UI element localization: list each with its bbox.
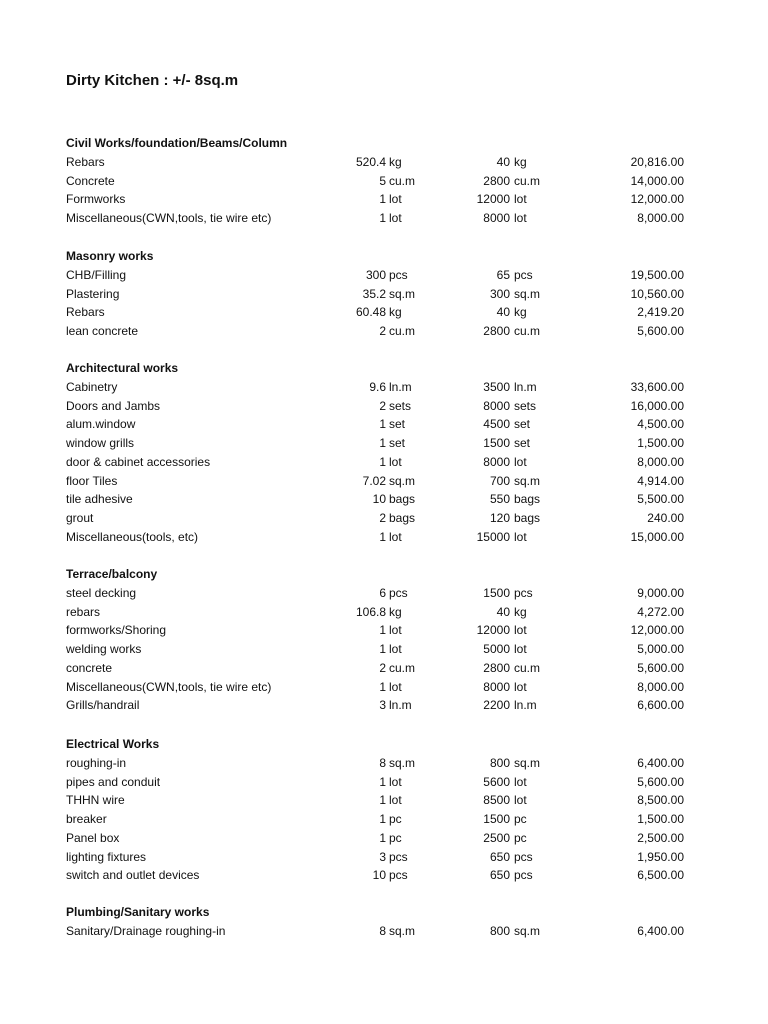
item-quantity: 1 bbox=[379, 623, 386, 638]
unit-cost-unit: bags bbox=[514, 511, 541, 525]
item-quantity: 9.6 bbox=[369, 379, 386, 394]
table-row bbox=[0, 584, 768, 603]
unit-cost: 3500 bbox=[483, 379, 510, 394]
item-description: Concrete bbox=[66, 173, 115, 188]
item-amount: 1,500.00 bbox=[637, 812, 684, 826]
unit-cost: 4500 bbox=[483, 417, 510, 432]
item-description: CHB/Filling bbox=[66, 267, 127, 282]
unit-cost-unit: cu.m bbox=[514, 324, 541, 338]
item-amount: 5,600.00 bbox=[637, 324, 684, 338]
unit-cost-unit: kg bbox=[514, 154, 527, 169]
item-quantity: 3 bbox=[379, 849, 386, 864]
unit-cost-unit: cu.m bbox=[514, 660, 541, 675]
unit-cost-unit: bags bbox=[514, 492, 541, 507]
item-description: tile adhesive bbox=[66, 492, 133, 507]
table-row bbox=[0, 678, 768, 697]
item-unit: bags bbox=[389, 492, 416, 507]
unit-cost: 300 bbox=[489, 286, 510, 301]
item-description: lean concrete bbox=[66, 324, 139, 338]
item-quantity: 1 bbox=[379, 812, 386, 826]
unit-cost: 8000 bbox=[483, 398, 510, 413]
item-description: Panel box bbox=[66, 830, 120, 845]
unit-cost: 1500 bbox=[483, 812, 510, 826]
unit-cost: 120 bbox=[489, 511, 510, 525]
item-unit: lot bbox=[389, 529, 402, 544]
item-amount: 6,500.00 bbox=[637, 868, 684, 883]
unit-cost: 550 bbox=[489, 492, 510, 507]
item-description: Doors and Jambs bbox=[66, 398, 161, 413]
item-quantity: 1 bbox=[379, 436, 386, 450]
unit-cost: 5600 bbox=[483, 774, 510, 789]
item-unit: pc bbox=[389, 830, 402, 845]
unit-cost-unit: set bbox=[514, 417, 531, 432]
item-amount: 14,000.00 bbox=[630, 173, 684, 188]
section-heading: Terrace/balcony bbox=[66, 567, 158, 581]
unit-cost: 800 bbox=[489, 755, 510, 770]
item-unit: pc bbox=[389, 812, 402, 826]
item-unit: set bbox=[389, 436, 406, 450]
unit-cost: 800 bbox=[489, 923, 510, 938]
unit-cost-unit: sq.m bbox=[514, 923, 541, 938]
unit-cost: 2200 bbox=[483, 698, 510, 713]
unit-cost-unit: pcs bbox=[514, 849, 533, 864]
unit-cost: 8000 bbox=[483, 211, 510, 225]
unit-cost-unit: lot bbox=[514, 642, 527, 656]
item-amount: 1,950.00 bbox=[637, 849, 684, 864]
item-unit: bags bbox=[389, 511, 416, 525]
item-amount: 15,000.00 bbox=[630, 529, 684, 544]
unit-cost: 40 bbox=[496, 604, 510, 619]
unit-cost-unit: pcs bbox=[514, 585, 533, 600]
item-description: window grills bbox=[66, 436, 135, 450]
table-row bbox=[0, 773, 768, 792]
item-description: Cabinetry bbox=[66, 379, 118, 394]
item-description: rebars bbox=[66, 604, 101, 619]
item-quantity: 2 bbox=[379, 511, 386, 525]
item-quantity: 7.02 bbox=[362, 473, 386, 488]
item-quantity: 2 bbox=[379, 324, 386, 338]
unit-cost: 65 bbox=[496, 267, 510, 282]
item-unit: cu.m bbox=[389, 324, 416, 338]
table-row bbox=[0, 303, 768, 322]
item-unit: kg bbox=[389, 154, 402, 169]
item-unit: ln.m bbox=[389, 698, 412, 713]
unit-cost-unit: lot bbox=[514, 793, 527, 808]
item-amount: 19,500.00 bbox=[630, 267, 684, 282]
item-description: alum.window bbox=[66, 417, 136, 432]
unit-cost: 650 bbox=[489, 849, 510, 864]
item-amount: 33,600.00 bbox=[630, 379, 684, 394]
item-amount: 6,400.00 bbox=[637, 923, 684, 938]
table-row bbox=[0, 190, 768, 209]
item-amount: 2,419.20 bbox=[637, 305, 684, 320]
item-quantity: 2 bbox=[379, 660, 386, 675]
item-unit: lot bbox=[389, 793, 402, 808]
item-description: lighting fixtures bbox=[66, 849, 147, 864]
item-description: Formworks bbox=[66, 192, 126, 207]
unit-cost-unit: pc bbox=[514, 830, 527, 845]
item-description: Miscellaneous(CWN,tools, tie wire etc) bbox=[66, 211, 272, 225]
item-amount: 8,000.00 bbox=[637, 211, 684, 225]
unit-cost-unit: lot bbox=[514, 529, 527, 544]
unit-cost-unit: sq.m bbox=[514, 755, 541, 770]
unit-cost: 2800 bbox=[483, 660, 510, 675]
item-quantity: 1 bbox=[379, 417, 386, 432]
item-unit: lot bbox=[389, 623, 402, 638]
unit-cost: 8500 bbox=[483, 793, 510, 808]
unit-cost: 650 bbox=[489, 868, 510, 883]
item-description: THHN wire bbox=[66, 793, 125, 808]
item-description: welding works bbox=[66, 642, 142, 656]
item-amount: 20,816.00 bbox=[630, 154, 684, 169]
item-unit: kg bbox=[389, 305, 402, 320]
item-quantity: 1 bbox=[379, 830, 386, 845]
item-amount: 1,500.00 bbox=[637, 436, 684, 450]
item-amount: 9,000.00 bbox=[637, 585, 684, 600]
item-amount: 5,000.00 bbox=[637, 642, 684, 656]
item-unit: sq.m bbox=[389, 923, 416, 938]
unit-cost-unit: kg bbox=[514, 604, 527, 619]
item-amount: 4,500.00 bbox=[637, 417, 684, 432]
item-amount: 5,500.00 bbox=[637, 492, 684, 507]
item-unit: pcs bbox=[389, 267, 408, 282]
item-unit: lot bbox=[389, 679, 402, 694]
item-unit: lot bbox=[389, 211, 402, 225]
unit-cost-unit: lot bbox=[514, 679, 527, 694]
item-amount: 240.00 bbox=[647, 511, 684, 525]
item-description: steel decking bbox=[66, 585, 137, 600]
section-heading: Plumbing/Sanitary works bbox=[66, 905, 210, 919]
item-unit: set bbox=[389, 417, 406, 432]
item-quantity: 520.4 bbox=[355, 154, 386, 169]
table-row bbox=[0, 922, 768, 941]
item-unit: pcs bbox=[389, 585, 408, 600]
unit-cost: 15000 bbox=[476, 529, 510, 544]
table-row bbox=[0, 603, 768, 622]
unit-cost-unit: sq.m bbox=[514, 473, 541, 488]
item-description: grout bbox=[66, 511, 94, 525]
item-unit: sq.m bbox=[389, 755, 416, 770]
item-description: Plastering bbox=[66, 286, 120, 301]
item-unit: sq.m bbox=[389, 473, 416, 488]
item-amount: 5,600.00 bbox=[637, 774, 684, 789]
unit-cost-unit: lot bbox=[514, 454, 527, 469]
table-row bbox=[0, 397, 768, 416]
item-description: Rebars bbox=[66, 154, 105, 169]
section-heading: Architectural works bbox=[66, 361, 179, 375]
item-quantity: 1 bbox=[379, 192, 386, 207]
unit-cost-unit: pcs bbox=[514, 267, 533, 282]
unit-cost: 5000 bbox=[483, 642, 510, 656]
unit-cost-unit: set bbox=[514, 436, 531, 450]
item-amount: 4,272.00 bbox=[637, 604, 684, 619]
item-description: switch and outlet devices bbox=[66, 868, 200, 883]
item-amount: 8,500.00 bbox=[637, 793, 684, 808]
item-amount: 4,914.00 bbox=[637, 473, 684, 488]
table-row bbox=[0, 509, 768, 528]
item-description: concrete bbox=[66, 660, 113, 675]
item-unit: lot bbox=[389, 454, 402, 469]
table-row bbox=[0, 829, 768, 848]
item-amount: 6,400.00 bbox=[637, 755, 684, 770]
table-row bbox=[0, 472, 768, 491]
table-row bbox=[0, 640, 768, 659]
item-quantity: 35.2 bbox=[362, 286, 386, 301]
unit-cost: 40 bbox=[496, 305, 510, 320]
item-amount: 6,600.00 bbox=[637, 698, 684, 713]
unit-cost: 12000 bbox=[476, 623, 510, 638]
table-row bbox=[0, 415, 768, 434]
section-heading: Masonry works bbox=[66, 249, 154, 263]
item-quantity: 1 bbox=[379, 679, 386, 694]
item-amount: 2,500.00 bbox=[637, 830, 684, 845]
table-row bbox=[0, 322, 768, 341]
table-row bbox=[0, 285, 768, 304]
item-unit: pcs bbox=[389, 849, 408, 864]
unit-cost: 12000 bbox=[476, 192, 510, 207]
item-description: Grills/handrail bbox=[66, 698, 140, 713]
item-amount: 16,000.00 bbox=[630, 398, 684, 413]
item-quantity: 6 bbox=[379, 585, 386, 600]
unit-cost-unit: kg bbox=[514, 305, 527, 320]
table-row bbox=[0, 659, 768, 678]
item-description: Sanitary/Drainage roughing-in bbox=[66, 923, 226, 938]
unit-cost-unit: ln.m bbox=[514, 379, 537, 394]
item-quantity: 8 bbox=[379, 923, 386, 938]
item-amount: 10,560.00 bbox=[630, 286, 684, 301]
item-unit: lot bbox=[389, 192, 402, 207]
unit-cost: 8000 bbox=[483, 454, 510, 469]
item-quantity: 5 bbox=[379, 173, 386, 188]
unit-cost: 40 bbox=[496, 154, 510, 169]
page-title: Dirty Kitchen : +/- 8sq.m bbox=[66, 72, 239, 89]
unit-cost: 1500 bbox=[483, 436, 510, 450]
table-row bbox=[0, 791, 768, 810]
table-row bbox=[0, 810, 768, 829]
item-unit: lot bbox=[389, 642, 402, 656]
item-quantity: 106.8 bbox=[355, 604, 386, 619]
item-quantity: 1 bbox=[379, 211, 386, 225]
table-row bbox=[0, 528, 768, 547]
table-row bbox=[0, 754, 768, 773]
item-unit: cu.m bbox=[389, 660, 416, 675]
unit-cost-unit: lot bbox=[514, 774, 527, 789]
item-unit: lot bbox=[389, 774, 402, 789]
table-row bbox=[0, 378, 768, 397]
table-row bbox=[0, 866, 768, 885]
item-amount: 12,000.00 bbox=[630, 192, 684, 207]
table-row bbox=[0, 209, 768, 228]
item-unit: cu.m bbox=[389, 173, 416, 188]
item-amount: 8,000.00 bbox=[637, 679, 684, 694]
item-quantity: 3 bbox=[379, 698, 386, 713]
item-quantity: 1 bbox=[379, 454, 386, 469]
item-amount: 8,000.00 bbox=[637, 454, 684, 469]
item-description: Miscellaneous(CWN,tools, tie wire etc) bbox=[66, 679, 272, 694]
table-row bbox=[0, 490, 768, 509]
table-row bbox=[0, 434, 768, 453]
item-amount: 12,000.00 bbox=[630, 623, 684, 638]
table-row bbox=[0, 172, 768, 191]
item-quantity: 2 bbox=[379, 398, 386, 413]
section-heading: Electrical Works bbox=[66, 737, 160, 751]
table-row bbox=[0, 266, 768, 285]
table-row bbox=[0, 453, 768, 472]
item-description: breaker bbox=[66, 812, 107, 826]
item-description: pipes and conduit bbox=[66, 774, 161, 789]
item-description: Rebars bbox=[66, 305, 105, 320]
item-description: formworks/Shoring bbox=[66, 623, 167, 638]
unit-cost-unit: pcs bbox=[514, 868, 533, 883]
unit-cost-unit: sets bbox=[514, 398, 537, 413]
item-unit: sets bbox=[389, 398, 412, 413]
item-quantity: 1 bbox=[379, 793, 386, 808]
item-unit: pcs bbox=[389, 868, 408, 883]
unit-cost-unit: lot bbox=[514, 211, 527, 225]
table-row bbox=[0, 696, 768, 715]
item-description: Miscellaneous(tools, etc) bbox=[66, 529, 199, 544]
item-quantity: 1 bbox=[379, 774, 386, 789]
item-quantity: 10 bbox=[372, 868, 386, 883]
item-unit: ln.m bbox=[389, 379, 412, 394]
unit-cost-unit: pc bbox=[514, 812, 527, 826]
item-quantity: 1 bbox=[379, 642, 386, 656]
item-description: floor Tiles bbox=[66, 473, 118, 488]
unit-cost: 1500 bbox=[483, 585, 510, 600]
item-amount: 5,600.00 bbox=[637, 660, 684, 675]
item-unit: sq.m bbox=[389, 286, 416, 301]
unit-cost-unit: lot bbox=[514, 623, 527, 638]
section-heading: Civil Works/foundation/Beams/Column bbox=[66, 136, 288, 150]
item-quantity: 10 bbox=[372, 492, 386, 507]
item-quantity: 60.48 bbox=[355, 305, 386, 320]
item-unit: kg bbox=[389, 604, 402, 619]
table-row bbox=[0, 621, 768, 640]
item-quantity: 1 bbox=[379, 529, 386, 544]
item-quantity: 300 bbox=[365, 267, 386, 282]
unit-cost-unit: cu.m bbox=[514, 173, 541, 188]
item-quantity: 8 bbox=[379, 755, 386, 770]
unit-cost: 700 bbox=[489, 473, 510, 488]
unit-cost-unit: sq.m bbox=[514, 286, 541, 301]
table-row bbox=[0, 848, 768, 867]
unit-cost: 8000 bbox=[483, 679, 510, 694]
unit-cost: 2500 bbox=[483, 830, 510, 845]
unit-cost: 2800 bbox=[483, 324, 510, 338]
table-row bbox=[0, 153, 768, 172]
unit-cost-unit: lot bbox=[514, 192, 527, 207]
unit-cost-unit: ln.m bbox=[514, 698, 537, 713]
unit-cost: 2800 bbox=[483, 173, 510, 188]
item-description: roughing-in bbox=[66, 755, 127, 770]
item-description: door & cabinet accessories bbox=[66, 454, 211, 469]
